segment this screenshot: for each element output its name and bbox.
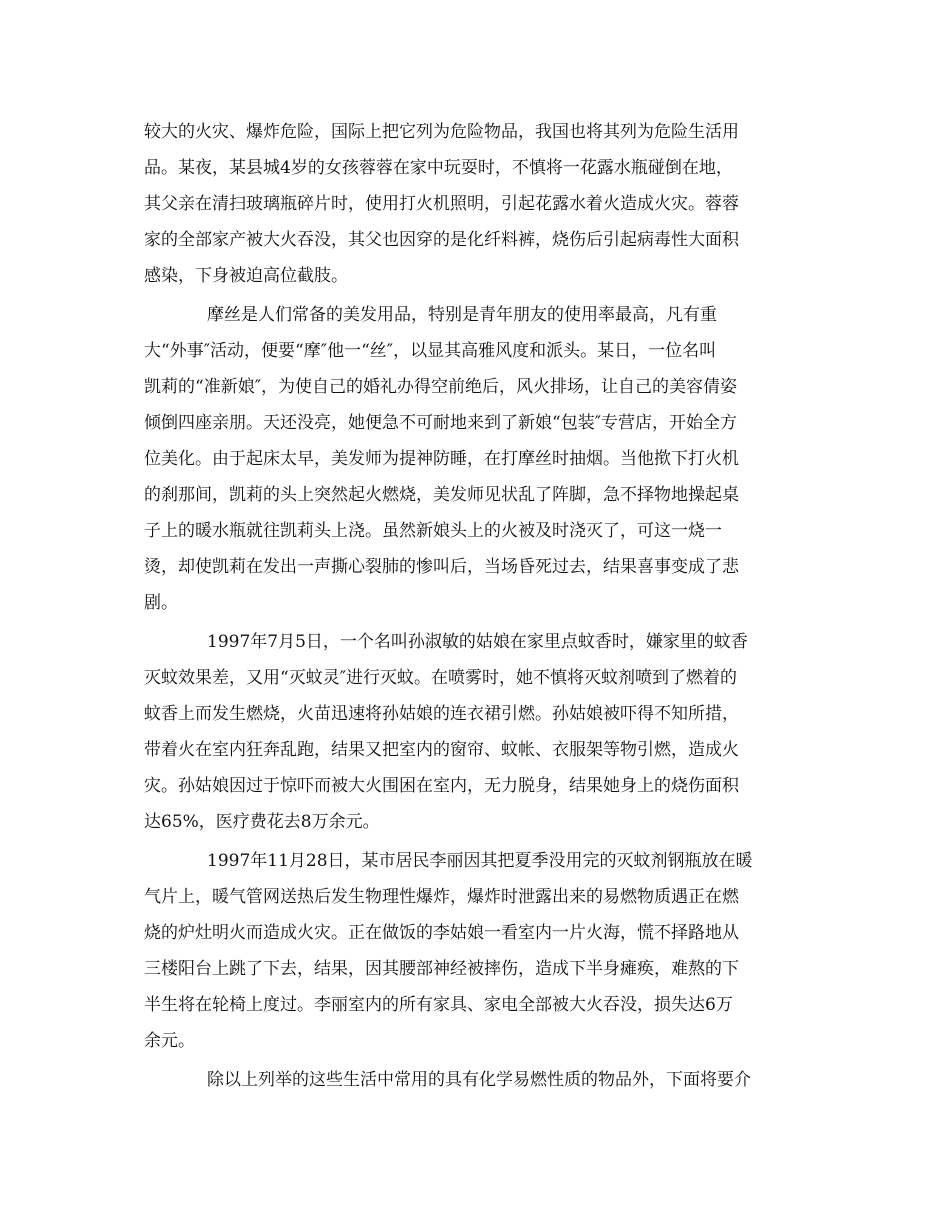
- text-line: 凯莉的“准新娘″，为使自己的婚礼办得空前绝后，风火排场，让自己的美容倩姿: [144, 377, 738, 397]
- text-line: 倾倒四座亲朋。天还没亮，她便急不可耐地来到了新娘“包装″专营店，开始全方: [144, 413, 738, 433]
- text-line: 其父亲在清扫玻璃瓶碎片时，使用打火机照明，引起花露水着火造成火灾。蓉蓉: [144, 194, 739, 214]
- text-line: 1997年11月28日，某市居民李丽因其把夏季没用完的灭蚊剂钢瓶放在暖: [207, 851, 753, 871]
- text-line: 半生将在轮椅上度过。李丽室内的所有家具、家电全部被大火吞没，损失达6万: [144, 995, 733, 1015]
- text-line: 大“外事″活动，便要“摩″他一“丝″，以显其高雅风度和派头。某日，一位名叫: [144, 341, 717, 361]
- text-line: 烫，却使凯莉在发出一声撕心裂肺的惨叫后，当场昏死过去，结果喜事变成了悲: [144, 557, 739, 577]
- text-line: 灭蚊效果差，又用“灭蚊灵″进行灭蚊。在喷雾时，她不慎将灭蚊剂喷到了燃着的: [144, 668, 738, 688]
- text-line: 三楼阳台上跳了下去，结果，因其腰部神经被摔伤，造成下半身瘫痪，难熬的下: [144, 959, 739, 979]
- text-line: 家的全部家产被大火吞没，其父也因穿的是化纤料裤，烧伤后引起病毒性大面积: [144, 230, 739, 250]
- text-line: 子上的暖水瓶就往凯莉头上浇。虽然新娘头上的火被及时浇灭了，可这一烧一: [144, 521, 722, 541]
- text-line: 蚊香上而发生燃烧，火苗迅速将孙姑娘的连衣裙引燃。孙姑娘被吓得不知所措，: [144, 704, 739, 724]
- text-line: 的刹那间，凯莉的头上突然起火燃烧，美发师见状乱了阵脚，急不择物地操起桌: [144, 485, 739, 505]
- text-line: 带着火在室内狂奔乱跑，结果又把室内的窗帘、蚊帐、衣服架等物引燃，造成火: [144, 740, 739, 760]
- text-line: 烧的炉灶明火而造成火灾。正在做饭的李姑娘一看室内一片火海，慌不择路地从: [144, 923, 739, 943]
- text-line: 剧。: [144, 593, 178, 613]
- text-line: 较大的火灾、爆炸危险，国际上把它列为危险物品，我国也将其列为危险生活用: [144, 122, 739, 142]
- text-line: 气片上，暖气管网送热后发生物理性爆炸，爆炸时泄露出来的易燃物质遇正在燃: [144, 887, 739, 907]
- text-line: 位美化。由于起床太早，美发师为提神防睡，在打摩丝时抽烟。当他揿下打火机: [144, 449, 739, 469]
- text-line: 余元。: [144, 1031, 195, 1051]
- text-line: 灾。孙姑娘因过于惊吓而被大火围困在室内，无力脱身，结果她身上的烧伤面积: [144, 776, 739, 796]
- text-line: 达65%，医疗费花去8万余元。: [144, 812, 380, 832]
- text-line: 除以上列举的这些生活中常用的具有化学易燃性质的物品外，下面将要介: [207, 1070, 751, 1090]
- text-line: 品。某夜，某县城4岁的女孩蓉蓉在家中玩耍时，不慎将一花露水瓶碰倒在地，: [144, 158, 733, 178]
- text-line: 1997年7月5日，一个名叫孙淑敏的姑娘在家里点蚊香时，嫌家里的蚊香: [207, 632, 748, 652]
- text-line: 感染，下身被迫高位截肢。: [144, 266, 348, 286]
- text-line: 摩丝是人们常备的美发用品，特别是青年朋友的使用率最高，凡有重: [207, 305, 717, 325]
